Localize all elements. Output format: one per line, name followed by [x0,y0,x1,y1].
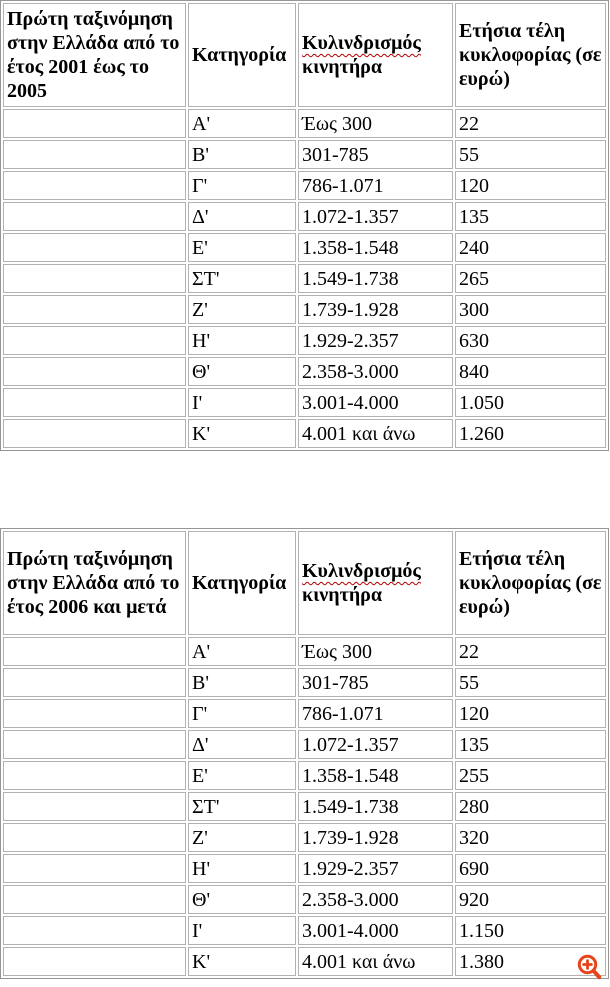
row-spacer-cell [3,823,186,852]
category-cell: ΣΤ' [188,264,296,293]
category-cell: ΣΤ' [188,792,296,821]
zoom-image-button[interactable] [576,953,603,981]
category-cell: Ζ' [188,295,296,324]
table-row [3,326,606,355]
displacement-cell: 3.001-4.000 [298,916,453,945]
fee-cell: 300 [455,295,606,324]
row-spacer-cell [3,109,186,138]
table-title-cell [3,531,186,635]
category-cell: Δ' [188,730,296,759]
category-header-cell: Κατηγορία [188,531,296,635]
category-cell: Α' [188,637,296,666]
table-row [3,637,606,666]
table-row [3,295,606,324]
category-cell: Ε' [188,761,296,790]
category-cell: Θ' [188,885,296,914]
displacement-cell: 3.001-4.000 [298,388,453,417]
fee-cell: 55 [455,140,606,169]
row-spacer-cell [3,699,186,728]
row-spacer-cell [3,326,186,355]
header-row [3,531,606,635]
category-cell: Κ' [188,947,296,976]
row-spacer-cell [3,916,186,945]
fee-cell: 840 [455,357,606,386]
category-cell: Α' [188,109,296,138]
misspelled-word: Κυλινδρισμός [302,560,421,582]
fee-cell: 120 [455,699,606,728]
row-spacer-cell [3,637,186,666]
fee-cell: 1.260 [455,419,606,448]
displacement-cell: 1.072-1.357 [298,730,453,759]
displacement-cell: 4.001 και άνω [298,419,453,448]
table-row [3,916,606,945]
table-title: Πρώτη ταξινόμηση στην Ελλάδα από το έτος 2001 έως το 2005 [7,8,180,102]
table-row [3,854,606,883]
displacement-cell: 1.929-2.357 [298,854,453,883]
fee-cell: 690 [455,854,606,883]
row-spacer-cell [3,171,186,200]
row-spacer-cell [3,264,186,293]
table-row [3,668,606,697]
row-spacer-cell [3,885,186,914]
category-cell: Ι' [188,388,296,417]
fee-cell: 265 [455,264,606,293]
fee-cell: 920 [455,885,606,914]
fees-header-cell: Ετήσια τέλη κυκλοφορίας (σε ευρώ) [455,531,606,635]
category-cell: Ι' [188,916,296,945]
table-row [3,730,606,759]
fee-cell: 135 [455,730,606,759]
category-cell: Η' [188,326,296,355]
displacement-cell: 786-1.071 [298,171,453,200]
table-row [3,761,606,790]
header-row [3,3,606,107]
table-row [3,388,606,417]
row-spacer-cell [3,295,186,324]
misspelled-word: Κυλινδρισμός [302,32,421,54]
fee-cell: 280 [455,792,606,821]
table-title: Πρώτη ταξινόμηση στην Ελλάδα από το έτος 2006 και μετά [7,548,180,618]
row-spacer-cell [3,388,186,417]
fee-cell: 135 [455,202,606,231]
category-cell: Ε' [188,233,296,262]
table-row [3,947,606,976]
category-cell: Δ' [188,202,296,231]
displacement-header-cell [298,3,453,107]
row-spacer-cell [3,419,186,448]
displacement-cell: 1.358-1.548 [298,761,453,790]
displacement-cell: 1.929-2.357 [298,326,453,355]
category-cell: Γ' [188,171,296,200]
row-spacer-cell [3,761,186,790]
displacement-cell: Έως 300 [298,109,453,138]
fee-cell: 1.380 [455,947,606,976]
displacement-cell: 786-1.071 [298,699,453,728]
table-row [3,699,606,728]
displacement-cell: 4.001 και άνω [298,947,453,976]
row-spacer-cell [3,668,186,697]
displacement-cell: 301-785 [298,668,453,697]
fee-cell: 1.050 [455,388,606,417]
row-spacer-cell [3,854,186,883]
table-row [3,140,606,169]
fee-cell: 22 [455,109,606,138]
displacement-word: κινητήρα [302,584,383,606]
fee-cell: 240 [455,233,606,262]
displacement-cell: 1.358-1.548 [298,233,453,262]
table-title-cell [3,3,186,107]
fee-cell: 255 [455,761,606,790]
row-spacer-cell [3,140,186,169]
displacement-cell: 1.549-1.738 [298,792,453,821]
row-spacer-cell [3,357,186,386]
table-row [3,233,606,262]
fee-cell: 120 [455,171,606,200]
category-cell: Η' [188,854,296,883]
fees-table-2006-plus [0,528,609,979]
category-cell: Β' [188,140,296,169]
row-spacer-cell [3,233,186,262]
category-cell: Γ' [188,699,296,728]
fee-cell: 1.150 [455,916,606,945]
category-header-cell: Κατηγορία [188,3,296,107]
row-spacer-cell [3,202,186,231]
row-spacer-cell [3,730,186,759]
category-cell: Β' [188,668,296,697]
displacement-cell: 1.072-1.357 [298,202,453,231]
fee-cell: 22 [455,637,606,666]
fee-cell: 630 [455,326,606,355]
fee-cell: 55 [455,668,606,697]
table-row [3,171,606,200]
row-spacer-cell [3,792,186,821]
displacement-cell: 1.739-1.928 [298,823,453,852]
table-row [3,202,606,231]
fees-table-2001-2005 [0,0,609,451]
fees-header-cell: Ετήσια τέλη κυκλοφορίας (σε ευρώ) [455,3,606,107]
displacement-cell: 301-785 [298,140,453,169]
displacement-cell: 2.358-3.000 [298,357,453,386]
category-cell: Ζ' [188,823,296,852]
table-row [3,419,606,448]
displacement-cell: 2.358-3.000 [298,885,453,914]
table-row [3,885,606,914]
category-cell: Θ' [188,357,296,386]
row-spacer-cell [3,947,186,976]
table-row [3,357,606,386]
table-row [3,264,606,293]
displacement-cell: 1.549-1.738 [298,264,453,293]
fee-cell: 320 [455,823,606,852]
table-row [3,792,606,821]
table-row [3,109,606,138]
displacement-word: κινητήρα [302,56,383,78]
displacement-cell: Έως 300 [298,637,453,666]
displacement-header-cell [298,531,453,635]
category-cell: Κ' [188,419,296,448]
displacement-cell: 1.739-1.928 [298,295,453,324]
table-row [3,823,606,852]
magnifier-plus-icon [576,953,603,981]
